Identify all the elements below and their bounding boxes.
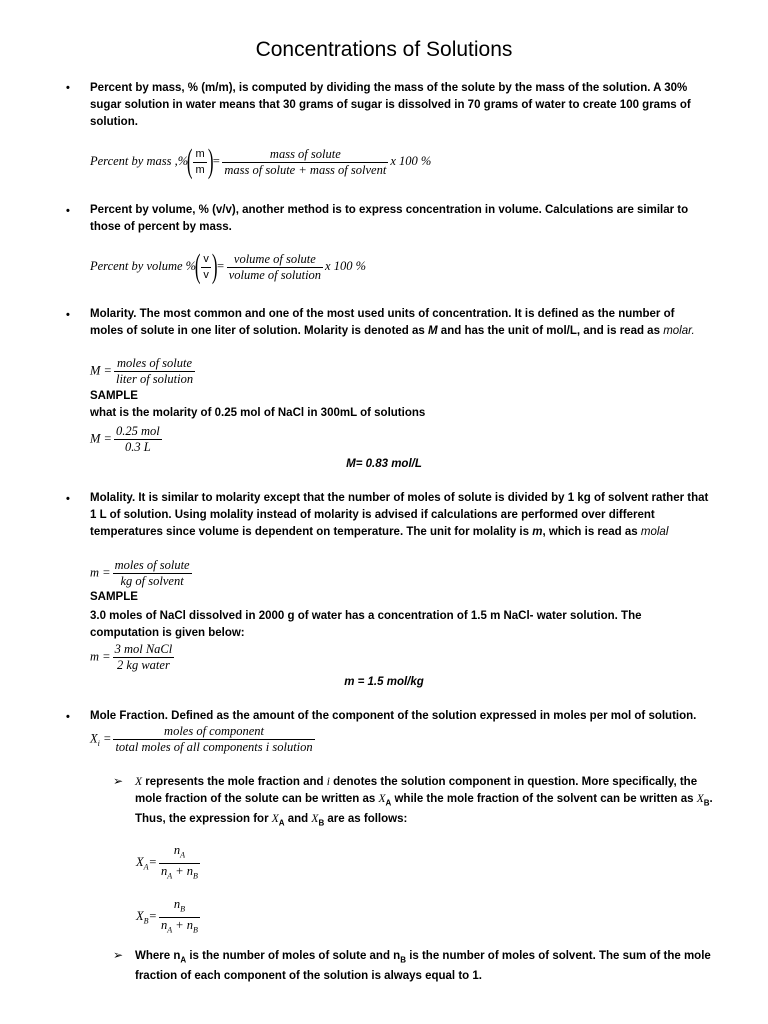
molality-fraction-num: moles of solute: [114, 558, 190, 572]
mass-formula-tail: x 100 %: [390, 153, 432, 168]
bullet-icon: •: [66, 493, 70, 505]
volume-paragraph: Percent by volume, % (v/v), another method is to express concentration in volume. Calculations are similar to those of percent by mass.: [90, 204, 689, 233]
volume-paren-den: v: [203, 268, 209, 281]
molality-sample-text: 3.0 moles of NaCl dissolved in 2000 g of water has a concentration of 1.5 m NaCl- water solution. The computation is given below:: [90, 610, 642, 639]
mass-paren-num: m: [193, 147, 206, 163]
molality-formula: m = $\frac{\text{moles of solute}}{\text{kg of solvent}}$: [90, 558, 190, 588]
volume-fraction-den: volume of solution: [228, 267, 322, 282]
mole-fraction-explanation: X represents the mole fraction and i denotes the solution component in question. More specifically, the mole fraction of the solute can be written as $X_A$ while the mole fraction of the solvent can be written as $X_B$. Thus, the expression for $X_A$ and $X_B$ are as follows:: [135, 776, 713, 828]
volume-fraction-num: volume of solute: [227, 252, 323, 268]
mass-paragraph: Percent by mass, % (m/m), is computed by dividing the mass of the solute by the mass of the solution. A 30% sugar solution in water means that 30 grams of sugar is dissolved in 70 grams of water to create 100 grams of solution.: [90, 82, 691, 128]
molality-symbol: m: [532, 526, 543, 538]
bullet-icon: •: [66, 309, 70, 321]
mass-formula: Percent by mass ,%( $\frac{m}{m}$ )= $\frac{\text{mass of solute}}{\text{mass of solute + mass of solvent}}$ x 100 %: [90, 143, 432, 180]
molarity-fraction-num: moles of solute: [114, 356, 195, 372]
molarity-sample-den: 0.3 L: [125, 440, 151, 454]
molarity-read-as: molar.: [663, 325, 695, 337]
mole-fraction-b-formula: $X_B=$ $\frac{n_B}{n_A + n_B}$: [136, 897, 198, 934]
molarity-sample-label: SAMPLE: [90, 390, 138, 402]
arrow-bullet-icon: ➢: [113, 774, 124, 788]
molarity-symbol: M: [428, 325, 438, 337]
mole-fraction-den: total moles of all components i solution: [115, 740, 313, 754]
volume-formula-tail: x 100 %: [325, 258, 367, 273]
molarity-paragraph: Molarity. The most common and one of the most used units of concentration. It is defined as the number of moles of solute in one liter of solution. Molarity is denoted as M and has the unit of mol/L, and is read as molar.: [90, 308, 695, 337]
volume-formula-lhs: Percent by volume %: [90, 258, 197, 273]
mass-paren-den: m: [195, 163, 205, 176]
mole-fraction-a-formula: $X_A=$ $\frac{n_A}{n_A + n_B}$: [136, 843, 198, 880]
mole-fraction-num: moles of component: [113, 724, 314, 740]
molality-paragraph: Molality. It is similar to molarity except that the number of moles of solute is divided by 1 kg of solvent rather that 1 L of solution. Using molality instead of molarity is advised if calculations are performed over different temperatures since volume is dependent on temperature. The unit for molality is m, which is read as molal: [90, 492, 709, 538]
molality-sample-formula: m = $\frac{\text{3 mol NaCl}}{\text{2 kg water}}$: [90, 642, 173, 672]
molarity-sample-num: 0.25 mol: [115, 424, 160, 438]
mole-fraction-sum-note: Where $n_A$ is the number of moles of solute and $n_B$ is the number of moles of solvent. The sum of the mole fraction of each component of the solution is always equal to 1.: [135, 950, 711, 983]
mass-fraction-den: mass of solute + mass of solvent: [224, 162, 387, 177]
mole-fraction-paragraph: Mole Fraction. Defined as the amount of the component of the solution expressed in moles per mol of solution.: [90, 710, 697, 722]
molality-read-as: molal: [640, 526, 669, 538]
molarity-formula: M = $\frac{\text{moles of solute}}{\text{liter of solution}}$: [90, 356, 194, 386]
molarity-fraction-den: liter of solution: [115, 372, 194, 386]
volume-paren-num: v: [201, 252, 211, 268]
volume-formula: Percent by volume %( $\frac{v}{v}$ )= $\frac{\text{volume of solute}}{\text{volume of solution}}$ x 100 %: [90, 248, 367, 285]
bullet-icon: •: [66, 711, 70, 723]
arrow-bullet-icon: ➢: [113, 948, 124, 962]
molality-sample-den: 2 kg water: [117, 658, 170, 672]
bullet-icon: •: [66, 82, 70, 94]
mole-fraction-formula: $X_i$ = $\frac{\text{moles of component}}{\text{total moles of all components i solution}}$: [90, 724, 313, 754]
page-title: Concentrations of Solutions: [255, 38, 513, 61]
molarity-sample-text: what is the molarity of 0.25 mol of NaCl in 300mL of solutions: [90, 407, 426, 419]
mass-formula-lhs: Percent by mass ,%: [90, 153, 189, 168]
molality-fraction-den: kg of solvent: [120, 574, 184, 588]
mass-fraction-num: mass of solute: [222, 147, 388, 163]
molarity-result: M= 0.83 mol/L: [346, 458, 422, 470]
molality-sample-num: 3 mol NaCl: [114, 642, 173, 656]
bullet-icon: •: [66, 205, 70, 217]
molarity-sample-formula: M = $\frac{\text{0.25 mol}}{0.3 L}$: [90, 424, 160, 454]
molality-result: m = 1.5 mol/kg: [344, 676, 424, 688]
molality-sample-label: SAMPLE: [90, 591, 138, 603]
